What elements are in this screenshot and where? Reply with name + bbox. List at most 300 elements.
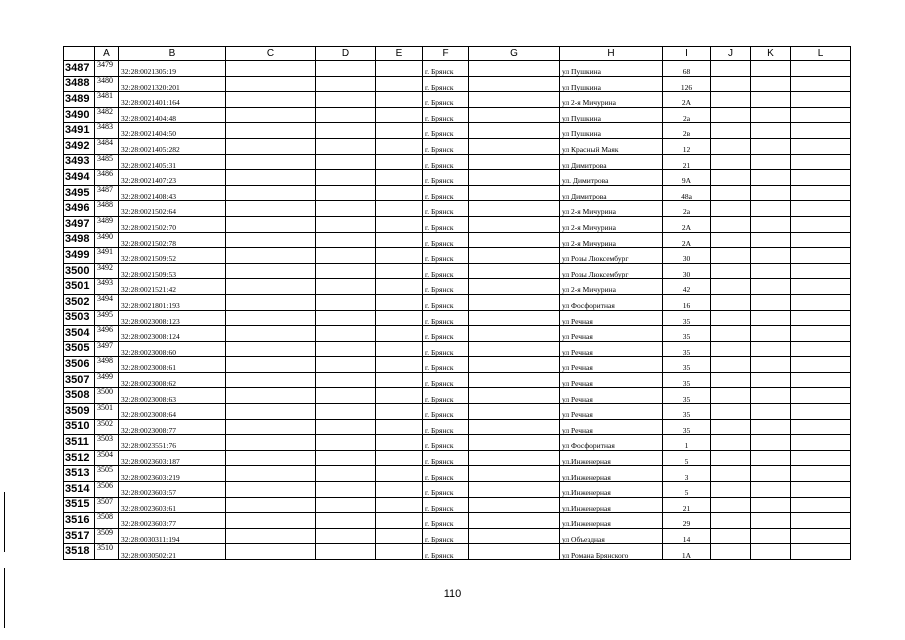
cell-j[interactable]: [711, 419, 751, 435]
cell-i[interactable]: 42: [663, 279, 711, 295]
cell-l[interactable]: [791, 326, 851, 342]
cell-c[interactable]: [226, 279, 316, 295]
cell-i[interactable]: 30: [663, 263, 711, 279]
cell-h[interactable]: ул Речная: [560, 310, 663, 326]
cell-b[interactable]: 32:28:0023008:60: [119, 341, 226, 357]
cell-a[interactable]: 3484: [95, 138, 119, 154]
cell-e[interactable]: [376, 216, 423, 232]
row-number[interactable]: 3500: [64, 263, 95, 279]
cell-i[interactable]: 48а: [663, 185, 711, 201]
cell-f[interactable]: г. Брянск: [423, 341, 469, 357]
cell-d[interactable]: [316, 450, 376, 466]
cell-k[interactable]: [751, 435, 791, 451]
cell-g[interactable]: [469, 123, 560, 139]
cell-g[interactable]: [469, 357, 560, 373]
cell-e[interactable]: [376, 201, 423, 217]
cell-a[interactable]: 3494: [95, 294, 119, 310]
cell-e[interactable]: [376, 92, 423, 108]
cell-e[interactable]: [376, 528, 423, 544]
cell-j[interactable]: [711, 450, 751, 466]
cell-c[interactable]: [226, 388, 316, 404]
cell-i[interactable]: 16: [663, 294, 711, 310]
cell-k[interactable]: [751, 170, 791, 186]
cell-c[interactable]: [226, 326, 316, 342]
cell-j[interactable]: [711, 544, 751, 560]
cell-g[interactable]: [469, 294, 560, 310]
cell-e[interactable]: [376, 310, 423, 326]
row-number[interactable]: 3493: [64, 154, 95, 170]
cell-j[interactable]: [711, 154, 751, 170]
cell-g[interactable]: [469, 61, 560, 77]
cell-e[interactable]: [376, 372, 423, 388]
cell-k[interactable]: [751, 404, 791, 420]
cell-j[interactable]: [711, 138, 751, 154]
cell-c[interactable]: [226, 263, 316, 279]
cell-g[interactable]: [469, 170, 560, 186]
cell-g[interactable]: [469, 232, 560, 248]
row-number[interactable]: 3489: [64, 92, 95, 108]
cell-j[interactable]: [711, 263, 751, 279]
cell-h[interactable]: ул 2-я Мичурина: [560, 279, 663, 295]
cell-c[interactable]: [226, 482, 316, 498]
cell-j[interactable]: [711, 248, 751, 264]
cell-d[interactable]: [316, 201, 376, 217]
row-number[interactable]: 3518: [64, 544, 95, 560]
row-number[interactable]: 3498: [64, 232, 95, 248]
cell-e[interactable]: [376, 497, 423, 513]
cell-a[interactable]: 3508: [95, 513, 119, 529]
cell-b[interactable]: 32:28:0023603:61: [119, 497, 226, 513]
cell-b[interactable]: 32:28:0030502:21: [119, 544, 226, 560]
cell-f[interactable]: г. Брянск: [423, 513, 469, 529]
cell-h[interactable]: ул Розы Люксембург: [560, 263, 663, 279]
row-number[interactable]: 3495: [64, 185, 95, 201]
cell-b[interactable]: 32:28:0023008:77: [119, 419, 226, 435]
cell-a[interactable]: 3490: [95, 232, 119, 248]
cell-c[interactable]: [226, 450, 316, 466]
cell-l[interactable]: [791, 341, 851, 357]
cell-j[interactable]: [711, 482, 751, 498]
cell-f[interactable]: г. Брянск: [423, 388, 469, 404]
cell-d[interactable]: [316, 154, 376, 170]
cell-b[interactable]: 32:28:0023551:76: [119, 435, 226, 451]
cell-f[interactable]: г. Брянск: [423, 279, 469, 295]
cell-f[interactable]: г. Брянск: [423, 294, 469, 310]
cell-c[interactable]: [226, 466, 316, 482]
cell-d[interactable]: [316, 279, 376, 295]
row-number[interactable]: 3491: [64, 123, 95, 139]
cell-l[interactable]: [791, 482, 851, 498]
cell-k[interactable]: [751, 544, 791, 560]
cell-i[interactable]: 126: [663, 76, 711, 92]
cell-f[interactable]: г. Брянск: [423, 92, 469, 108]
cell-k[interactable]: [751, 185, 791, 201]
cell-h[interactable]: ул.Инженерная: [560, 466, 663, 482]
row-number[interactable]: 3516: [64, 513, 95, 529]
cell-i[interactable]: 35: [663, 404, 711, 420]
row-number[interactable]: 3508: [64, 388, 95, 404]
cell-l[interactable]: [791, 404, 851, 420]
cell-g[interactable]: [469, 263, 560, 279]
cell-i[interactable]: 3: [663, 466, 711, 482]
cell-k[interactable]: [751, 154, 791, 170]
cell-h[interactable]: ул.Инженерная: [560, 450, 663, 466]
cell-k[interactable]: [751, 497, 791, 513]
cell-e[interactable]: [376, 185, 423, 201]
cell-d[interactable]: [316, 92, 376, 108]
cell-k[interactable]: [751, 61, 791, 77]
cell-d[interactable]: [316, 341, 376, 357]
cell-b[interactable]: 32:28:0023603:187: [119, 450, 226, 466]
cell-l[interactable]: [791, 544, 851, 560]
cell-j[interactable]: [711, 372, 751, 388]
row-number[interactable]: 3510: [64, 419, 95, 435]
cell-d[interactable]: [316, 310, 376, 326]
cell-c[interactable]: [226, 248, 316, 264]
cell-d[interactable]: [316, 294, 376, 310]
cell-l[interactable]: [791, 170, 851, 186]
cell-l[interactable]: [791, 528, 851, 544]
cell-h[interactable]: ул Объездная: [560, 528, 663, 544]
cell-l[interactable]: [791, 138, 851, 154]
cell-a[interactable]: 3500: [95, 388, 119, 404]
cell-l[interactable]: [791, 310, 851, 326]
row-number[interactable]: 3503: [64, 310, 95, 326]
cell-l[interactable]: [791, 185, 851, 201]
cell-a[interactable]: 3502: [95, 419, 119, 435]
cell-c[interactable]: [226, 76, 316, 92]
cell-c[interactable]: [226, 138, 316, 154]
cell-f[interactable]: г. Брянск: [423, 170, 469, 186]
cell-f[interactable]: г. Брянск: [423, 450, 469, 466]
cell-j[interactable]: [711, 216, 751, 232]
cell-i[interactable]: 35: [663, 310, 711, 326]
cell-b[interactable]: 32:28:0030311:194: [119, 528, 226, 544]
cell-l[interactable]: [791, 232, 851, 248]
cell-a[interactable]: 3507: [95, 497, 119, 513]
cell-b[interactable]: 32:28:0023008:62: [119, 372, 226, 388]
cell-d[interactable]: [316, 482, 376, 498]
cell-d[interactable]: [316, 497, 376, 513]
row-number[interactable]: 3494: [64, 170, 95, 186]
cell-l[interactable]: [791, 216, 851, 232]
cell-a[interactable]: 3504: [95, 450, 119, 466]
cell-d[interactable]: [316, 185, 376, 201]
cell-d[interactable]: [316, 435, 376, 451]
cell-b[interactable]: 32:28:0023603:77: [119, 513, 226, 529]
cell-e[interactable]: [376, 482, 423, 498]
cell-g[interactable]: [469, 372, 560, 388]
cell-j[interactable]: [711, 294, 751, 310]
cell-f[interactable]: г. Брянск: [423, 263, 469, 279]
cell-i[interactable]: 35: [663, 326, 711, 342]
cell-d[interactable]: [316, 170, 376, 186]
cell-i[interactable]: 30: [663, 248, 711, 264]
cell-k[interactable]: [751, 372, 791, 388]
cell-i[interactable]: 35: [663, 372, 711, 388]
cell-a[interactable]: 3503: [95, 435, 119, 451]
cell-i[interactable]: 14: [663, 528, 711, 544]
cell-l[interactable]: [791, 372, 851, 388]
row-number[interactable]: 3501: [64, 279, 95, 295]
cell-c[interactable]: [226, 185, 316, 201]
cell-g[interactable]: [469, 279, 560, 295]
cell-i[interactable]: 35: [663, 341, 711, 357]
cell-b[interactable]: 32:28:0021502:64: [119, 201, 226, 217]
cell-f[interactable]: г. Брянск: [423, 248, 469, 264]
cell-d[interactable]: [316, 466, 376, 482]
cell-a[interactable]: 3506: [95, 482, 119, 498]
cell-l[interactable]: [791, 107, 851, 123]
cell-l[interactable]: [791, 154, 851, 170]
cell-b[interactable]: 32:28:0021509:53: [119, 263, 226, 279]
cell-k[interactable]: [751, 107, 791, 123]
cell-l[interactable]: [791, 497, 851, 513]
cell-l[interactable]: [791, 450, 851, 466]
cell-a[interactable]: 3510: [95, 544, 119, 560]
column-header-h[interactable]: H: [560, 47, 663, 61]
cell-e[interactable]: [376, 76, 423, 92]
column-header-f[interactable]: F: [423, 47, 469, 61]
cell-l[interactable]: [791, 466, 851, 482]
cell-k[interactable]: [751, 326, 791, 342]
row-number[interactable]: 3515: [64, 497, 95, 513]
cell-l[interactable]: [791, 435, 851, 451]
cell-k[interactable]: [751, 341, 791, 357]
cell-i[interactable]: 29: [663, 513, 711, 529]
cell-e[interactable]: [376, 170, 423, 186]
cell-c[interactable]: [226, 123, 316, 139]
cell-b[interactable]: 32:28:0023603:219: [119, 466, 226, 482]
cell-e[interactable]: [376, 61, 423, 77]
cell-b[interactable]: 32:28:0021405:31: [119, 154, 226, 170]
cell-j[interactable]: [711, 76, 751, 92]
cell-f[interactable]: г. Брянск: [423, 138, 469, 154]
cell-a[interactable]: 3498: [95, 357, 119, 373]
row-number[interactable]: 3509: [64, 404, 95, 420]
cell-c[interactable]: [226, 92, 316, 108]
cell-l[interactable]: [791, 61, 851, 77]
cell-i[interactable]: 21: [663, 154, 711, 170]
row-number[interactable]: 3514: [64, 482, 95, 498]
cell-h[interactable]: ул Красный Маяк: [560, 138, 663, 154]
cell-h[interactable]: ул Речная: [560, 419, 663, 435]
cell-g[interactable]: [469, 248, 560, 264]
cell-l[interactable]: [791, 419, 851, 435]
cell-j[interactable]: [711, 341, 751, 357]
cell-a[interactable]: 3488: [95, 201, 119, 217]
cell-i[interactable]: 2А: [663, 92, 711, 108]
cell-i[interactable]: 2а: [663, 201, 711, 217]
row-number[interactable]: 3490: [64, 107, 95, 123]
cell-e[interactable]: [376, 357, 423, 373]
cell-d[interactable]: [316, 61, 376, 77]
cell-c[interactable]: [226, 513, 316, 529]
cell-h[interactable]: ул Речная: [560, 372, 663, 388]
column-header-k[interactable]: K: [751, 47, 791, 61]
cell-e[interactable]: [376, 326, 423, 342]
cell-h[interactable]: ул Фосфоритная: [560, 435, 663, 451]
column-header-j[interactable]: J: [711, 47, 751, 61]
column-header-a[interactable]: A: [95, 47, 119, 61]
cell-d[interactable]: [316, 123, 376, 139]
cell-k[interactable]: [751, 201, 791, 217]
cell-k[interactable]: [751, 138, 791, 154]
cell-c[interactable]: [226, 435, 316, 451]
cell-b[interactable]: 32:28:0023008:123: [119, 310, 226, 326]
cell-h[interactable]: ул Пушкина: [560, 76, 663, 92]
cell-l[interactable]: [791, 279, 851, 295]
row-number[interactable]: 3492: [64, 138, 95, 154]
cell-c[interactable]: [226, 341, 316, 357]
cell-c[interactable]: [226, 310, 316, 326]
cell-f[interactable]: г. Брянск: [423, 154, 469, 170]
cell-g[interactable]: [469, 341, 560, 357]
cell-k[interactable]: [751, 419, 791, 435]
cell-e[interactable]: [376, 248, 423, 264]
cell-k[interactable]: [751, 450, 791, 466]
cell-b[interactable]: 32:28:0021801:193: [119, 294, 226, 310]
cell-c[interactable]: [226, 294, 316, 310]
cell-d[interactable]: [316, 372, 376, 388]
row-number[interactable]: 3513: [64, 466, 95, 482]
cell-l[interactable]: [791, 201, 851, 217]
cell-h[interactable]: ул Речная: [560, 388, 663, 404]
cell-d[interactable]: [316, 326, 376, 342]
cell-k[interactable]: [751, 123, 791, 139]
column-header-l[interactable]: L: [791, 47, 851, 61]
cell-f[interactable]: г. Брянск: [423, 372, 469, 388]
cell-f[interactable]: г. Брянск: [423, 232, 469, 248]
cell-i[interactable]: 5: [663, 450, 711, 466]
row-number[interactable]: 3506: [64, 357, 95, 373]
cell-j[interactable]: [711, 513, 751, 529]
column-header-e[interactable]: E: [376, 47, 423, 61]
cell-a[interactable]: 3480: [95, 76, 119, 92]
cell-e[interactable]: [376, 263, 423, 279]
cell-j[interactable]: [711, 92, 751, 108]
cell-h[interactable]: ул Розы Люксембург: [560, 248, 663, 264]
cell-k[interactable]: [751, 263, 791, 279]
cell-b[interactable]: 32:28:0021404:50: [119, 123, 226, 139]
cell-e[interactable]: [376, 404, 423, 420]
cell-f[interactable]: г. Брянск: [423, 497, 469, 513]
row-number[interactable]: 3502: [64, 294, 95, 310]
cell-k[interactable]: [751, 248, 791, 264]
cell-a[interactable]: 3495: [95, 310, 119, 326]
cell-a[interactable]: 3509: [95, 528, 119, 544]
cell-e[interactable]: [376, 107, 423, 123]
cell-k[interactable]: [751, 513, 791, 529]
cell-a[interactable]: 3492: [95, 263, 119, 279]
cell-l[interactable]: [791, 388, 851, 404]
cell-d[interactable]: [316, 263, 376, 279]
cell-f[interactable]: г. Брянск: [423, 107, 469, 123]
cell-j[interactable]: [711, 357, 751, 373]
cell-i[interactable]: 1А: [663, 544, 711, 560]
cell-g[interactable]: [469, 138, 560, 154]
cell-j[interactable]: [711, 466, 751, 482]
cell-b[interactable]: 32:28:0021521:42: [119, 279, 226, 295]
cell-f[interactable]: г. Брянск: [423, 201, 469, 217]
cell-b[interactable]: 32:28:0021305:19: [119, 61, 226, 77]
row-number[interactable]: 3511: [64, 435, 95, 451]
cell-g[interactable]: [469, 154, 560, 170]
cell-d[interactable]: [316, 216, 376, 232]
cell-d[interactable]: [316, 248, 376, 264]
cell-f[interactable]: г. Брянск: [423, 61, 469, 77]
cell-b[interactable]: 32:28:0021401:164: [119, 92, 226, 108]
column-header-c[interactable]: C: [226, 47, 316, 61]
cell-g[interactable]: [469, 310, 560, 326]
cell-d[interactable]: [316, 232, 376, 248]
cell-k[interactable]: [751, 528, 791, 544]
cell-j[interactable]: [711, 170, 751, 186]
cell-g[interactable]: [469, 528, 560, 544]
cell-e[interactable]: [376, 123, 423, 139]
cell-l[interactable]: [791, 513, 851, 529]
cell-c[interactable]: [226, 61, 316, 77]
cell-f[interactable]: г. Брянск: [423, 528, 469, 544]
cell-j[interactable]: [711, 123, 751, 139]
cell-d[interactable]: [316, 388, 376, 404]
cell-h[interactable]: ул Пушкина: [560, 123, 663, 139]
cell-f[interactable]: г. Брянск: [423, 435, 469, 451]
cell-e[interactable]: [376, 544, 423, 560]
cell-g[interactable]: [469, 388, 560, 404]
row-number[interactable]: 3487: [64, 61, 95, 77]
cell-b[interactable]: 32:28:0023008:61: [119, 357, 226, 373]
cell-g[interactable]: [469, 482, 560, 498]
cell-i[interactable]: 9А: [663, 170, 711, 186]
row-number[interactable]: 3505: [64, 341, 95, 357]
cell-i[interactable]: 2А: [663, 216, 711, 232]
cell-g[interactable]: [469, 450, 560, 466]
cell-g[interactable]: [469, 497, 560, 513]
column-header-i[interactable]: I: [663, 47, 711, 61]
cell-e[interactable]: [376, 279, 423, 295]
cell-d[interactable]: [316, 107, 376, 123]
cell-d[interactable]: [316, 76, 376, 92]
cell-h[interactable]: ул.Инженерная: [560, 497, 663, 513]
cell-a[interactable]: 3487: [95, 185, 119, 201]
cell-j[interactable]: [711, 107, 751, 123]
cell-e[interactable]: [376, 341, 423, 357]
cell-a[interactable]: 3485: [95, 154, 119, 170]
cell-c[interactable]: [226, 372, 316, 388]
cell-k[interactable]: [751, 232, 791, 248]
cell-k[interactable]: [751, 92, 791, 108]
column-header-b[interactable]: B: [119, 47, 226, 61]
cell-g[interactable]: [469, 76, 560, 92]
cell-i[interactable]: 35: [663, 357, 711, 373]
cell-c[interactable]: [226, 528, 316, 544]
cell-e[interactable]: [376, 388, 423, 404]
cell-c[interactable]: [226, 544, 316, 560]
cell-b[interactable]: 32:28:0021404:48: [119, 107, 226, 123]
cell-a[interactable]: 3483: [95, 123, 119, 139]
cell-a[interactable]: 3501: [95, 404, 119, 420]
cell-a[interactable]: 3499: [95, 372, 119, 388]
cell-g[interactable]: [469, 435, 560, 451]
cell-g[interactable]: [469, 185, 560, 201]
cell-f[interactable]: г. Брянск: [423, 482, 469, 498]
cell-k[interactable]: [751, 216, 791, 232]
cell-l[interactable]: [791, 92, 851, 108]
cell-c[interactable]: [226, 201, 316, 217]
cell-k[interactable]: [751, 482, 791, 498]
cell-c[interactable]: [226, 107, 316, 123]
